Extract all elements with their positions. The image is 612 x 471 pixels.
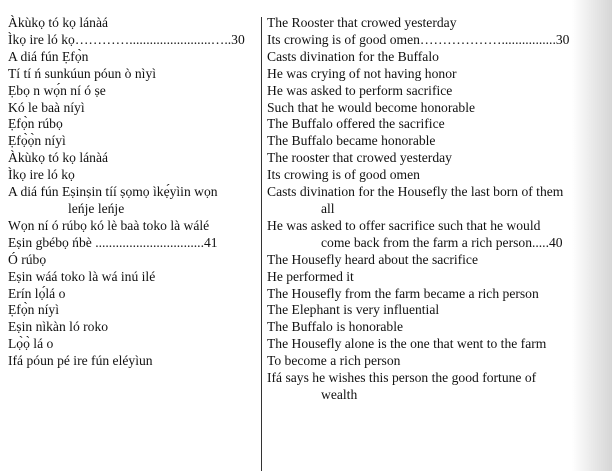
verse-line: Lọ̀ọ̀ lá o	[8, 336, 54, 352]
verse-line: Eṣin gbébọ ńbè ................................41	[8, 234, 218, 250]
verse-line: Ìkọ ire ló kọ	[8, 167, 75, 183]
yoruba-verse-column	[8, 15, 258, 370]
verse-line: Àkùkọ tó kọ lánàá	[8, 150, 109, 166]
translation-line: The Housefly alone is the one that went to the farm	[267, 336, 547, 352]
translation-line: Such that he would become honorable	[267, 99, 476, 115]
translation-line-continuation: all	[321, 200, 335, 216]
translation-line: Its crowing is of good omen………………................30	[267, 31, 570, 47]
verse-line: Ó rúbọ	[8, 251, 47, 267]
verse-line: Ẹfọ̀n níyì	[8, 302, 59, 318]
translation-line: The rooster that crowed yesterday	[267, 150, 452, 166]
translation-line: To become a rich person	[267, 353, 401, 369]
verse-line: Erín lọ́lá o	[8, 285, 66, 301]
verse-line: Ẹfọ̀ọ̀n níyì	[8, 133, 66, 149]
translation-line: He was crying of not having honor	[267, 65, 457, 81]
translation-line: Casts divination for the Housefly the last born of them	[267, 184, 564, 200]
verse-line: Tí tí ń sunkúun póun ò nìyì	[8, 65, 157, 81]
translation-line: The Buffalo became honorable	[267, 133, 436, 149]
verse-line-continuation: leńje leńje	[68, 200, 125, 216]
translation-line: The Buffalo offered the sacrifice	[267, 116, 445, 132]
translation-line: The Housefly heard about the sacrifice	[267, 251, 478, 267]
translation-line: He was asked to offer sacrifice such that he would	[267, 217, 541, 233]
translation-line-continuation: come back from the farm a rich person.....40	[321, 234, 563, 250]
verse-line: Àkùkọ tó kọ lánàá	[8, 15, 109, 30]
verse-line: Wọn ní ó rúbọ kó lè baà toko là wálé	[8, 217, 210, 233]
verse-line: A diá fún Ẹfọ̀n	[8, 48, 89, 64]
translation-line: Its crowing is of good omen	[267, 167, 420, 183]
verse-line: Kó le baà níyì	[8, 99, 85, 115]
verse-line: Eṣin wáá toko là wá inú ilé	[8, 268, 156, 284]
translation-line: The Elephant is very influential	[267, 302, 440, 318]
column-divider	[261, 17, 262, 471]
translation-line: He performed it	[267, 268, 354, 284]
translation-line: The Housefly from the farm became a rich person	[267, 285, 539, 301]
verse-line: Eṣin nìkàn ló roko	[8, 319, 109, 335]
translation-line: Ifá says he wishes this person the good fortune of	[267, 370, 537, 386]
translation-line: The Rooster that crowed yesterday	[267, 15, 457, 30]
verse-line: Ìkọ ire ló kọ…………........................…..30	[8, 31, 245, 47]
verse-line: A diá fún Eṣinṣin tíí ṣọmọ ìkẹ́yìin wọn	[8, 184, 218, 200]
verse-line: Ẹbọ n wọ́n ní ó ṣe	[8, 82, 106, 98]
verse-line: Ifá póun pé ire fún eléyìun	[8, 353, 153, 369]
translation-line: Casts divination for the Buffalo	[267, 48, 439, 64]
translation-line: He was asked to perform sacrifice	[267, 82, 453, 98]
english-translation-column	[267, 15, 585, 404]
verse-line: Ẹfọ̀n rúbọ	[8, 116, 63, 132]
translation-line: The Buffalo is honorable	[267, 319, 404, 335]
translation-line-continuation: wealth	[321, 386, 358, 402]
